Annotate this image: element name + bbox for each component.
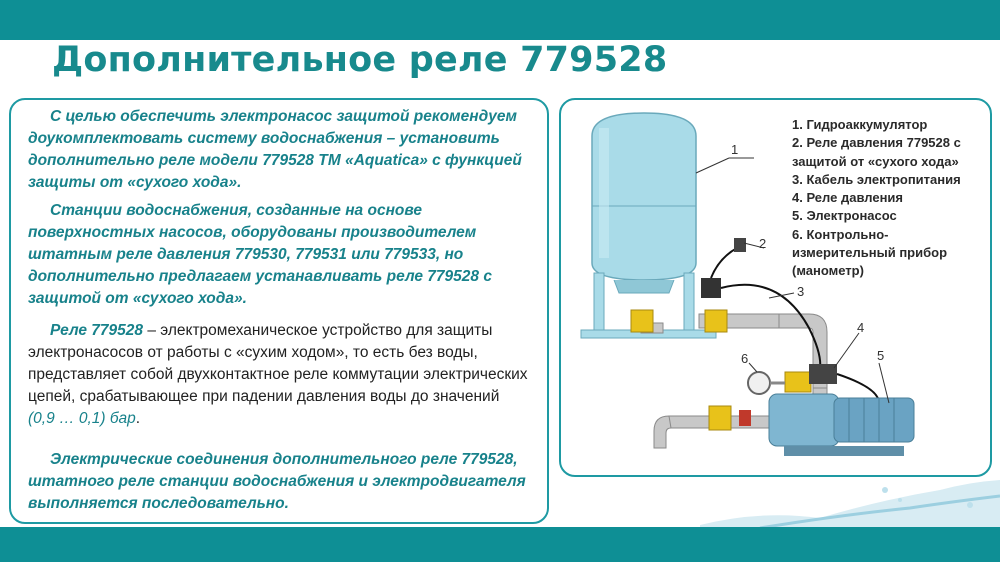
callout-3: 3 [797, 284, 805, 299]
legend-item: 6. Контрольно- [792, 226, 889, 242]
manometer-icon [748, 372, 770, 394]
legend-item: измерительный прибор [792, 245, 948, 261]
paragraph-1 [28, 106, 533, 194]
diagram-legend [792, 116, 961, 281]
legend-item: (манометр) [792, 263, 864, 279]
top-banner [0, 0, 1000, 40]
legend-item: 3. Кабель электропитания [792, 171, 961, 187]
paragraph-3-end: . [135, 410, 141, 427]
legend-item: 5. Электронасос [792, 208, 897, 224]
bottom-banner [0, 527, 1000, 562]
paragraph-2 [28, 200, 533, 310]
page-title: Дополнительное реле 779528 [52, 40, 668, 80]
pressure-tank-icon [581, 113, 716, 338]
paragraph-4-text: Электрические соединения дополнительного реле 779528, штатного реле станции водоснабжения и электродвигателя выполняется последовательно. [28, 451, 526, 512]
legend-item: 2. Реле давления 779528 с [792, 135, 961, 151]
legend-item: 4. Реле давления [792, 190, 904, 206]
legend-item: 1. Гидроаккумулятор [792, 117, 928, 132]
callout-2: 2 [759, 236, 767, 251]
paragraph-3 [28, 320, 528, 430]
pressure-range-value: (0,9 … 0,1) бар [28, 410, 136, 427]
paragraph-1-text: С целью обеспечить электронасос защитой рекомендуем доукомплектовать систему водоснабжения – установить дополнительно реле модели 779528 ТМ «Aquatica» с функцией защиты от «сухого хода». [28, 108, 522, 191]
callout-6: 6 [741, 351, 749, 366]
electric-pump-icon [769, 394, 914, 456]
water-splash-decoration [700, 470, 1000, 530]
paragraph-2-text: Станции водоснабжения, созданные на основе поверхностных насосов, оборудованы производителем штатным реле давления 779530, 779531 или 779533, но дополнительно предлагаем устанавливать реле 779528 с защитой от «сухого хода». [28, 202, 492, 307]
pressure-switch-icon [809, 364, 837, 384]
callout-5: 5 [877, 348, 885, 363]
legend-item: защитой от «сухого хода» [792, 153, 959, 169]
callout-4: 4 [857, 320, 865, 335]
paragraph-3-text: – электромеханическое устройство для защиты электронасосов от работы с «сухим ходом», то есть без воды, представляет собой двухконтактное реле коммутации электрических цепей, срабатывающее при падении давления воды до значений [28, 322, 528, 405]
paragraph-4 [28, 449, 533, 515]
callout-1: 1 [731, 142, 739, 157]
relay-model-label: Реле 779528 [50, 322, 144, 339]
relay-779528-icon [701, 278, 721, 298]
